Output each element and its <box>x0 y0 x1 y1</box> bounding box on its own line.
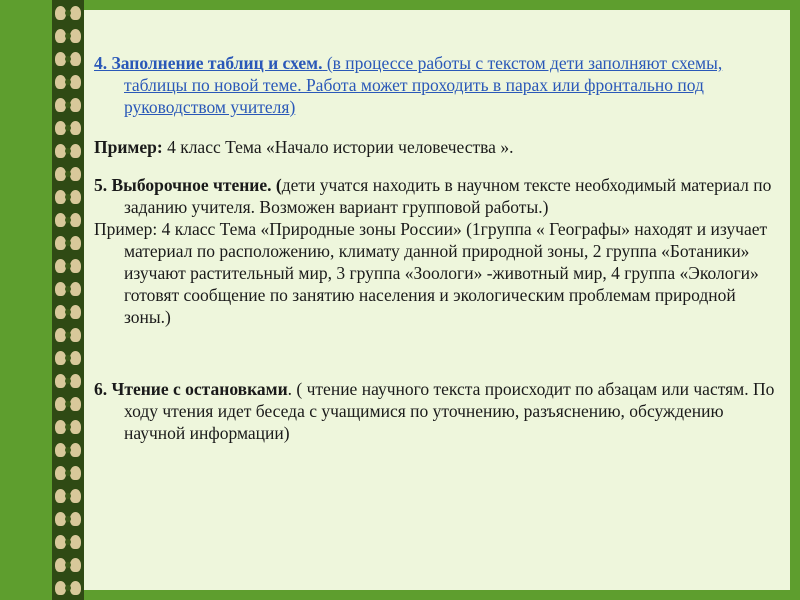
example-2 <box>94 218 784 328</box>
ornament-leaf-icon <box>54 2 82 24</box>
section-4-text: (в процессе работы с текстом дети заполняют схемы, таблицы по новой теме. Работа может проходить в парах или фронтально под руководством учителя) <box>124 53 723 117</box>
ornament-leaf-icon <box>54 255 82 277</box>
ornament-leaf-icon <box>54 531 82 553</box>
section-6-title: 6. Чтение с остановками <box>94 379 288 399</box>
ornament-leaf-icon <box>54 462 82 484</box>
ornament-leaf-icon <box>54 393 82 415</box>
ornament-leaf-icon <box>54 25 82 47</box>
ornament-leaf-icon <box>54 209 82 231</box>
ornament-leaf-icon <box>54 554 82 576</box>
ornament-leaf-icon <box>54 140 82 162</box>
ornament-leaf-icon <box>54 48 82 70</box>
section-6 <box>94 378 784 444</box>
section-5-text: дети учатся находить в научном тексте необходимый материал по заданию учителя. Возможен вариант групповой работы.) <box>124 175 772 217</box>
ornament-leaf-icon <box>54 117 82 139</box>
section-5 <box>94 174 784 218</box>
example-1 <box>94 136 784 158</box>
section-4-title: 4. Заполнение таблиц и схем. <box>94 53 323 73</box>
ornament-leaf-icon <box>54 186 82 208</box>
ornament-border <box>52 0 84 600</box>
section-6-text: . ( чтение научного текста происходит по абзацам или частям. По ходу чтения идет беседа с учащимися по уточнению, разъяснению, обсуждению научной информации) <box>124 379 775 443</box>
ornament-leaf-icon <box>54 485 82 507</box>
ornament-leaf-icon <box>54 370 82 392</box>
example-2-text: Пример: 4 класс Тема «Природные зоны России» (1группа « Географы» находят и изучает материал по расположению, климату данной природной зоны, 2 группа «Ботаники» изучают растительный мир, 3 группа «Зоологи» -животный мир, 4 группа «Экологи» готовят сообщение по занятию населения и экологическим проблемам природной зоны.) <box>94 219 768 327</box>
ornament-leaf-icon <box>54 439 82 461</box>
ornament-leaf-icon <box>54 508 82 530</box>
ornament-leaf-icon <box>54 71 82 93</box>
ornament-leaf-icon <box>54 301 82 323</box>
ornament-leaf-icon <box>54 324 82 346</box>
ornament-leaf-icon <box>54 577 82 599</box>
ornament-leaf-icon <box>54 163 82 185</box>
ornament-leaf-icon <box>54 347 82 369</box>
ornament-leaf-icon <box>54 94 82 116</box>
section-4[interactable] <box>94 52 784 118</box>
ornament-leaf-icon <box>54 416 82 438</box>
ornament-leaf-icon <box>54 278 82 300</box>
section-5-title: 5. Выборочное чтение. ( <box>94 175 282 195</box>
example-1-label: Пример: <box>94 137 163 157</box>
slide-text <box>94 52 784 444</box>
ornament-leaf-icon <box>54 232 82 254</box>
example-1-text: 4 класс Тема «Начало истории человечества ». <box>162 137 514 157</box>
